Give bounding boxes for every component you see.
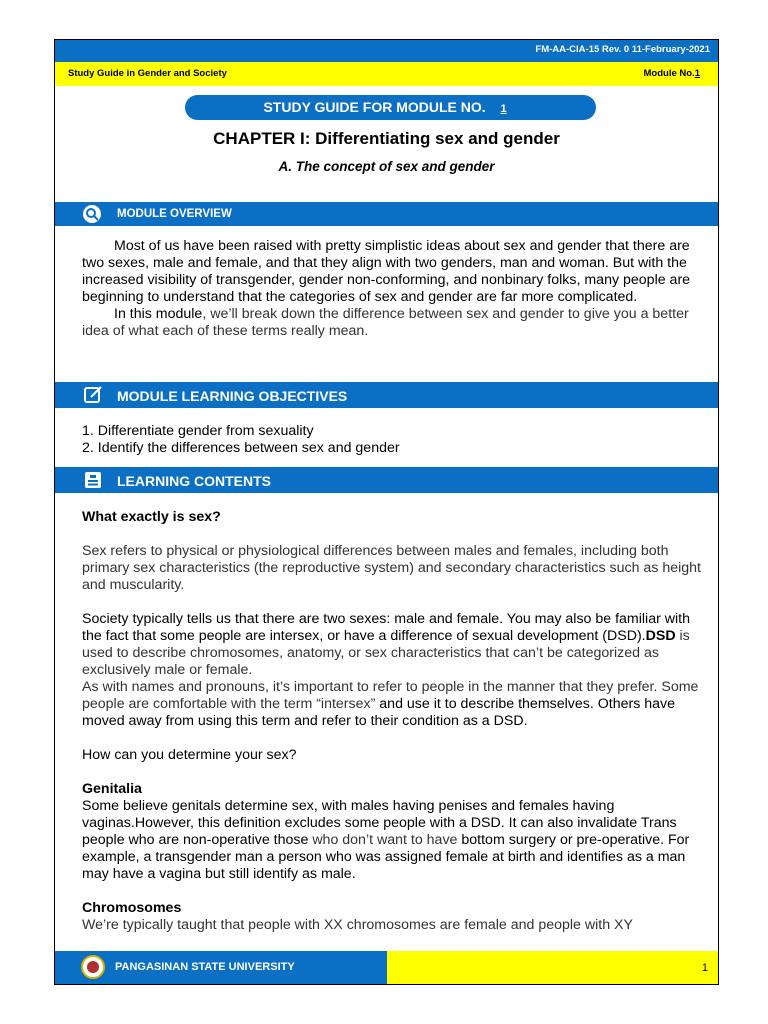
module-label: Module No.	[643, 68, 695, 79]
overview-p2-rest: , we’ll break down the difference between sex and gender to give you a better idea of what each of these terms really mean.	[82, 306, 689, 339]
footer-university-bar	[55, 951, 387, 984]
society-paragraph	[82, 611, 712, 679]
genitalia-text-mid: who don’t want to have	[312, 832, 462, 848]
question-what-is-sex: What exactly is sex?	[82, 509, 221, 525]
learning-contents-bar	[55, 467, 718, 493]
chapter-title: CHAPTER I: Differentiating sex and gender	[213, 129, 560, 148]
names-text: As with names and pronouns, it’s important to refer to people in the manner that they prefer. Some people are comfortable with the term “intersex”	[82, 679, 699, 712]
objectives-list	[82, 423, 712, 457]
chromosomes-heading: Chromosomes	[82, 900, 182, 916]
genitalia-heading: Genitalia	[82, 781, 142, 797]
module-number-label	[644, 68, 701, 79]
chapter-subtitle: A. The concept of sex and gender	[278, 159, 495, 174]
study-guide-module-number: 1	[500, 103, 507, 115]
study-guide-pill	[185, 95, 596, 120]
overview-p2-start: In this module	[114, 306, 203, 322]
names-text-rest: and use it to describe themselves. Others have moved away from using this term and refer to their condition as a DSD.	[82, 696, 676, 729]
learning-objectives-bar	[55, 382, 718, 408]
header-code-bar	[55, 40, 718, 62]
learning-contents-heading: LEARNING CONTENTS	[117, 473, 271, 489]
dsd-term: DSD	[645, 628, 676, 644]
university-seal-icon	[81, 955, 105, 979]
module-number: 1	[694, 68, 700, 79]
dsd-definition: is used to describe chromosomes, anatomy, or sex characteristics that can’t be categorized as exclusively male or female.	[82, 628, 690, 678]
edit-icon	[83, 385, 103, 405]
university-name: PANGASINAN STATE UNIVERSITY	[115, 961, 295, 973]
names-paragraph	[82, 679, 712, 730]
guide-title-bar	[55, 62, 718, 86]
learning-objectives-heading: MODULE LEARNING OBJECTIVES	[117, 388, 348, 404]
magnifier-icon	[83, 205, 101, 223]
question-determine-sex: How can you determine your sex?	[82, 747, 297, 763]
genitalia-paragraph	[82, 798, 712, 883]
overview-paragraph-1: Most of us have been raised with pretty simplistic ideas about sex and gender that there are two sexes, male and female, and that they align with two genders, man and woman. But with the increased visibility of transgender, gender non-conforming, and nonbinary folks, many people are beginning to understand that the categories of sex and gender are far more complicated.	[82, 238, 691, 305]
sex-definition-paragraph: Sex refers to physical or physiological differences between males and females, including both primary sex characteristics (the reproductive system) and secondary characteristics such as height and muscularity.	[82, 543, 701, 593]
overview-text	[82, 238, 712, 340]
objective-item: 1. Differentiate gender from sexuality	[82, 423, 314, 439]
genitalia-text: Some believe genitals determine sex, with males having penises and females having vaginas.However, this definition excludes some people with a DSD. It can also invalidate Trans people who are non-operative those	[82, 798, 677, 848]
overview-paragraph-2	[82, 306, 712, 340]
chromosomes-paragraph: We’re typically taught that people with XX chromosomes are female and people with XY	[82, 917, 633, 933]
document-icon	[83, 470, 103, 490]
society-text: Society typically tells us that there are two sexes: male and female. You may also be familiar with the fact that some people are intersex, or have a difference of sexual development (DSD).	[82, 611, 690, 644]
module-overview-heading: MODULE OVERVIEW	[117, 208, 232, 220]
objective-item: 2. Identify the differences between sex and gender	[82, 440, 400, 456]
guide-title: Study Guide in Gender and Society	[68, 68, 227, 79]
form-code: FM-AA-CIA-15 Rev. 0 11-February-2021	[535, 44, 710, 55]
genitalia-text-rest: bottom surgery or pre-operative. For example, a transgender man a person who was assigned female at birth and identifies as a man may have a vagina but still identify as male.	[82, 832, 690, 882]
module-overview-bar	[55, 202, 718, 226]
footer-page-bar	[387, 951, 718, 984]
study-guide-label: STUDY GUIDE FOR MODULE NO.	[263, 99, 486, 115]
learning-contents-text	[82, 509, 712, 934]
page-number: 1	[701, 962, 708, 974]
